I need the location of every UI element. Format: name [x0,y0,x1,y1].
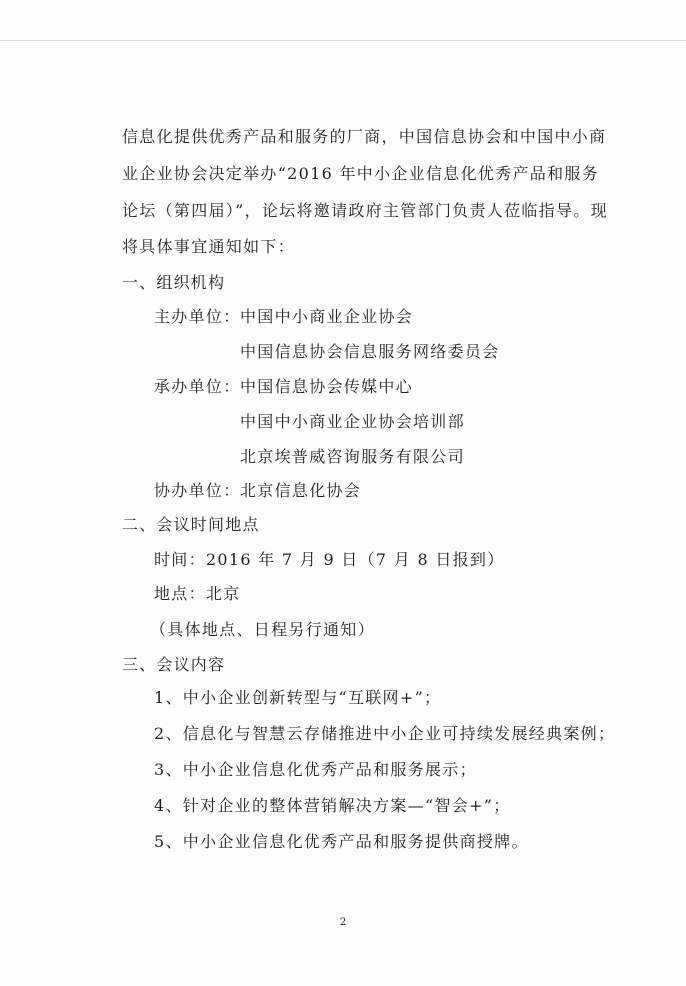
content-item-2: 2、信息化与智慧云存储推进中小企业可持续发展经典案例； [154,724,616,743]
co-organizer-label: 协办单位： [154,481,241,500]
host-org-1: 中国中小商业企业协会 [240,307,414,326]
content-item-4: 4、针对企业的整体营销解决方案—“智会+”； [154,796,511,815]
section-heading-time-place: 二、会议时间地点 [122,515,260,534]
content-item-3: 3、中小企业信息化优秀产品和服务展示； [154,760,477,779]
scan-edge-line [0,40,686,41]
meeting-place: 地点：北京 [154,584,241,603]
organizer-label: 承办单位： [154,377,241,396]
intro-line-2: 业企业协会决定举办“2016 年中小企业信息化优秀产品和服务 [122,164,599,183]
organizer-org-2: 中国中小商业企业协会培训部 [240,412,465,431]
section-heading-organization: 一、组织机构 [122,273,226,292]
content-item-1: 1、中小企业创新转型与“互联网+”； [154,688,442,707]
host-label: 主办单位： [154,307,241,326]
intro-line-1: 信息化提供优秀产品和服务的厂商，中国信息协会和中国中小商 [122,127,607,146]
intro-line-4: 将具体事宜通知如下： [122,237,296,256]
host-org-2: 中国信息协会信息服务网络委员会 [240,342,500,361]
content-item-5: 5、中小企业信息化优秀产品和服务提供商授牌。 [154,832,529,851]
co-organizer-org-1: 北京信息化协会 [240,481,362,500]
meeting-note: （具体地点、日程另行通知） [150,620,375,639]
meeting-time: 时间：2016 年 7 月 9 日（7 月 8 日报到） [154,550,505,569]
organizer-org-1: 中国信息协会传媒中心 [240,377,414,396]
intro-line-3: 论坛（第四届）”，论坛将邀请政府主管部门负责人莅临指导。现 [122,201,608,220]
section-heading-content: 三、会议内容 [122,655,226,674]
page-number: 2 [339,917,347,928]
organizer-org-3: 北京埃普威咨询服务有限公司 [240,447,465,466]
